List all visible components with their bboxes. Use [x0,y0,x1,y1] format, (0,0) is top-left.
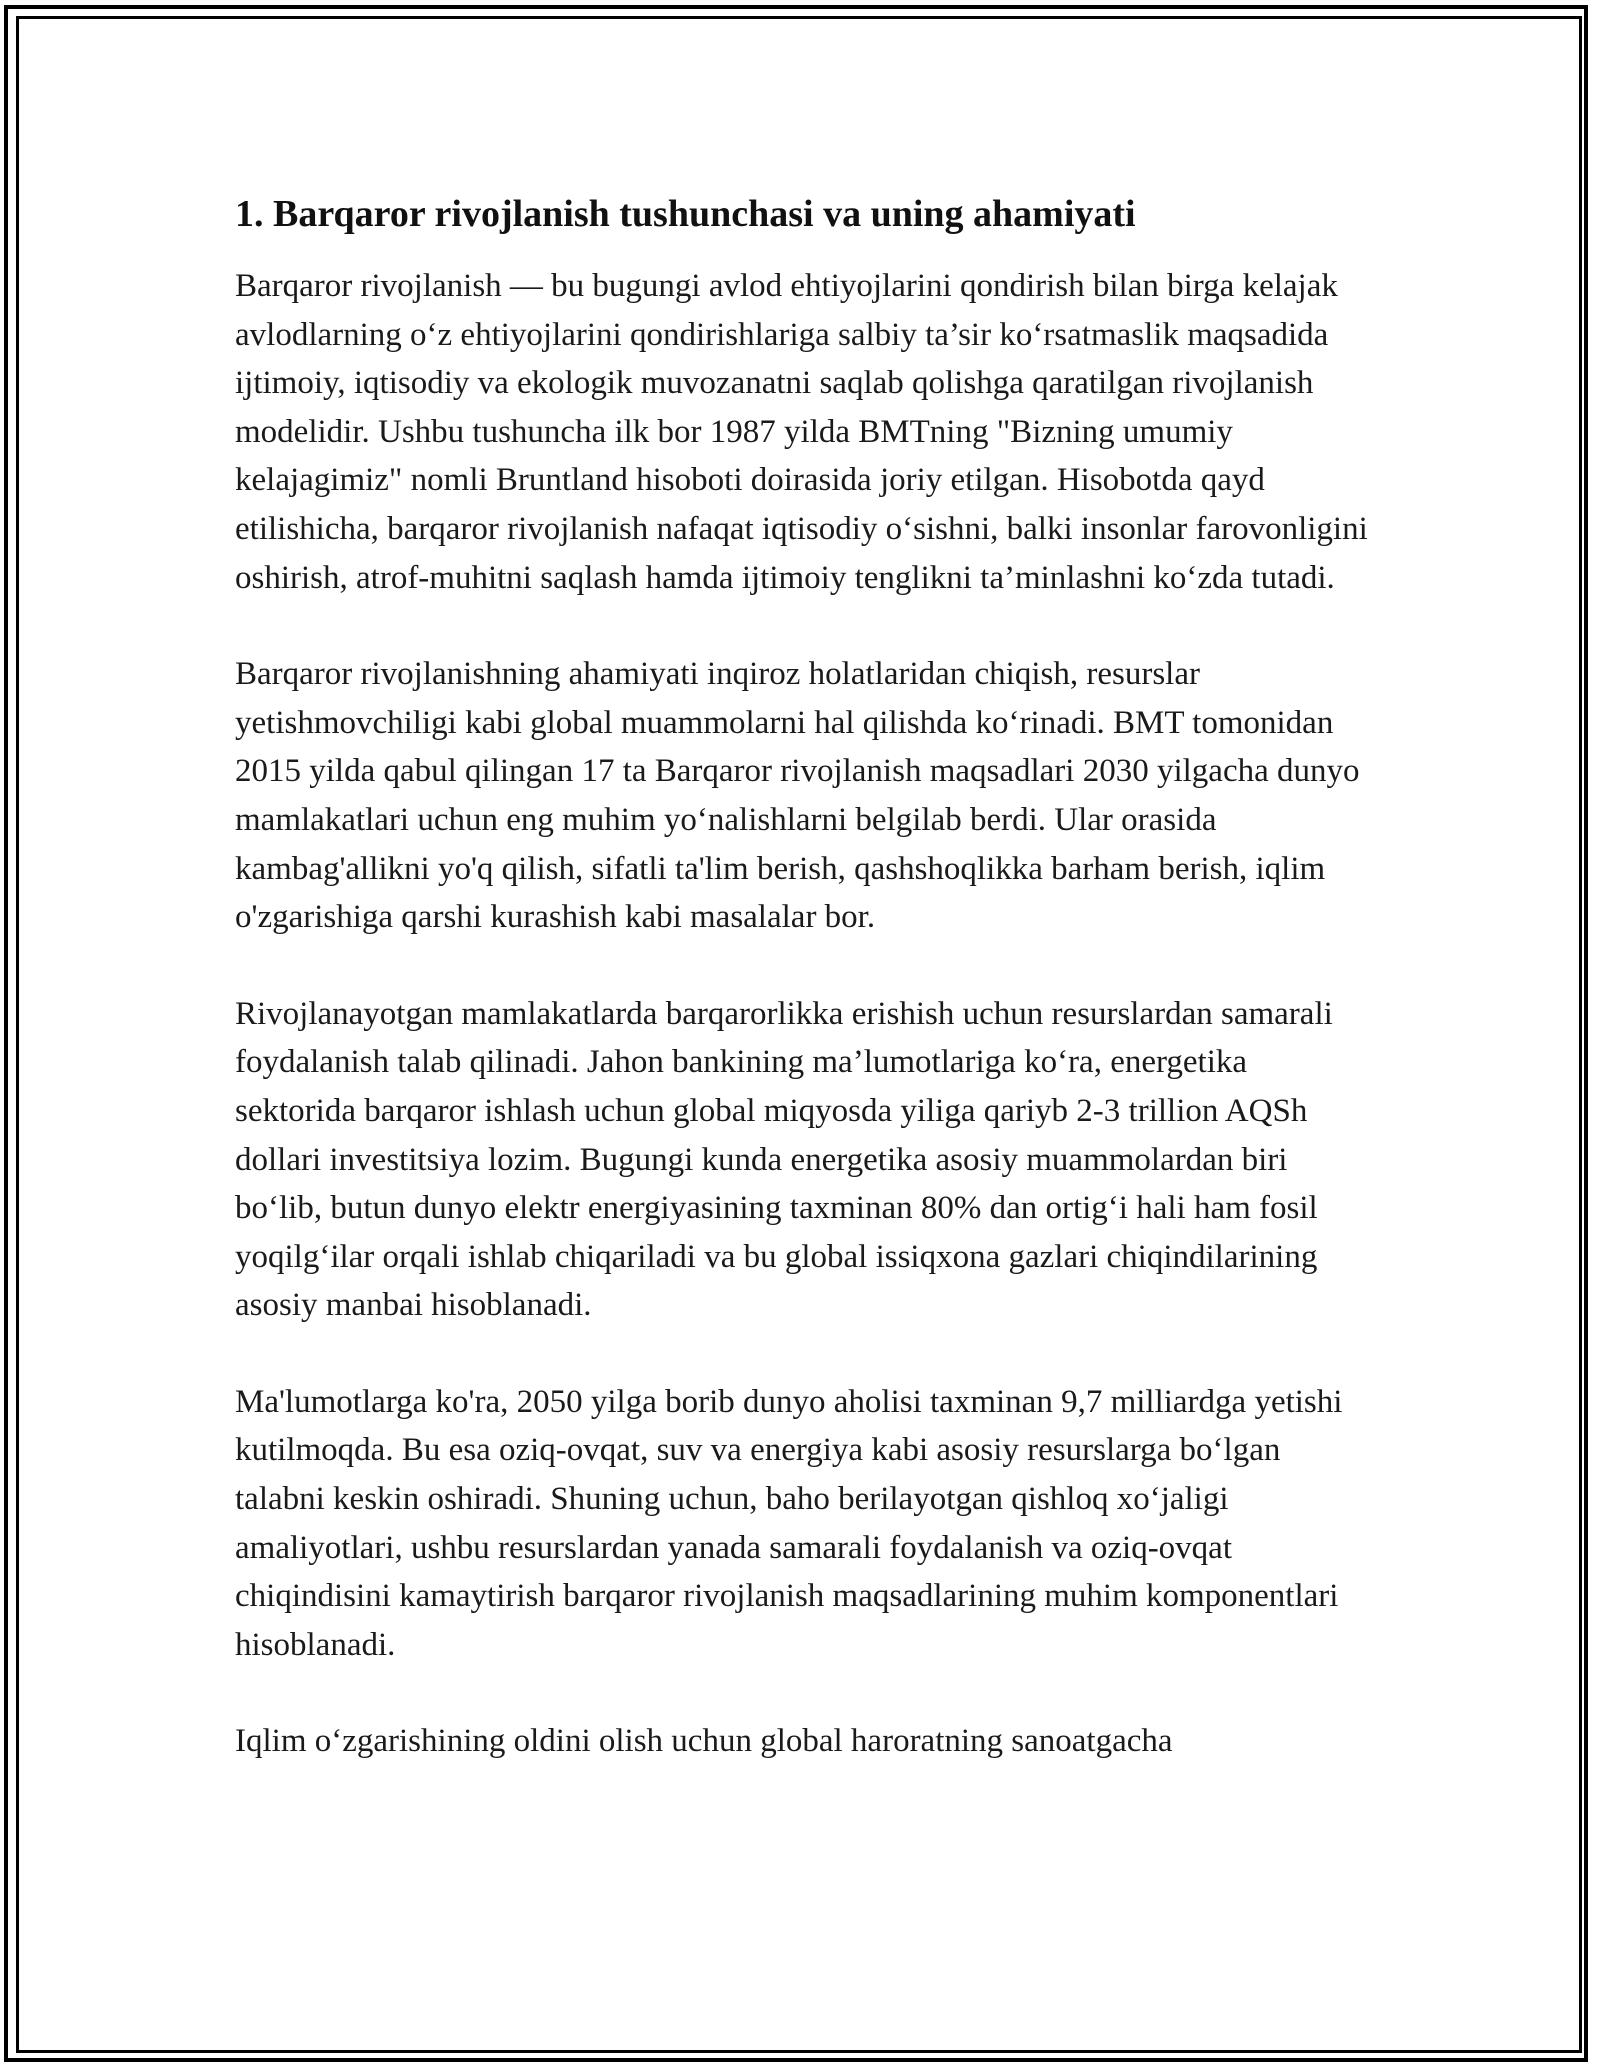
document-body [235,186,1370,1814]
paragraph-population: Ma'lumotlarga ko'ra, 2050 yilga borib dunyo aholisi taxminan 9,7 milliardga yetishi kutilmoqda. Bu esa oziq-ovqat, suv va energiya kabi asosiy resurslarga bo‘lgan talabni keskin oshiradi. Shuning uchun, baho berilayotgan qishloq xo‘jaligi amaliyotlari, ushbu resurslardan yanada samarali foydalanish va oziq-ovqat chiqindisini kamaytirish barqaror rivojlanish maqsadlarining muhim komponentlari hisoblanadi. [235,1383,1343,1663]
paragraph-resources: Rivojlanayotgan mamlakatlarda barqarorlikka erishish uchun resurslardan samarali foydalanish talab qilinadi. Jahon bankining ma’lumotlariga ko‘ra, energetika sektorida barqaror ishlash uchun global miqyosda yiliga qariyb 2-3 trillion AQSh dollari investitsiya lozim. Bugungi kunda energetika asosiy muammolardan biri bo‘lib, butun dunyo elektr energiyasining taxminan 80% dan ortig‘i hali ham fosil yoqilg‘ilar orqali ishlab chiqariladi va bu global issiqxona gazlari chiqindilarining asosiy manbai hisoblanadi. [235,995,1333,1324]
paragraph-climate: Iqlim o‘zgarishining oldini olish uchun global haroratning sanoatgacha [235,1723,1173,1760]
paragraph-definition: Barqaror rivojlanish — bu bugungi avlod ehtiyojlarini qondirish bilan birga kelajak avlodlarning o‘z ehtiyojlarini qondirishlariga salbiy ta’sir ko‘rsatmaslik maqsadida ijtimoiy, iqtisodiy va ekologik muvozanatni saqlab qolishga qaratilgan rivojlanish modelidir. Ushbu tushuncha ilk bor 1987 yilda BMTning "Bizning umumiy kelajagimiz" nomli Bruntland hisoboti doirasida joriy etilgan. Hisobotda qayd etilishicha, barqaror rivojlanish nafaqat iqtisodiy o‘sishni, balki insonlar farovonligini oshirish, atrof-muhitni saqlash hamda ijtimoiy tenglikni ta’minlashni ko‘zda tutadi. [235,268,1368,596]
paragraph-importance: Barqaror rivojlanishning ahamiyati inqiroz holatlaridan chiqish, resurslar yetishmovchiligi kabi global muammolarni hal qilishda ko‘rinadi. BMT tomonidan 2015 yilda qabul qilingan 17 ta Barqaror rivojlanish maqsadlari 2030 yilgacha dunyo mamlakatlari uchun eng muhim yo‘nalishlarni belgilab berdi. Ular orasida kambag'allikni yo'q qilish, sifatli ta'lim berish, qashshoqlikka barham berish, iqlim o'zgarishiga qarshi kurashish kabi masalalar bor. [235,656,1360,936]
section-heading: 1. Barqaror rivojlanish tushunchasi va uning ahamiyati [235,193,1136,235]
